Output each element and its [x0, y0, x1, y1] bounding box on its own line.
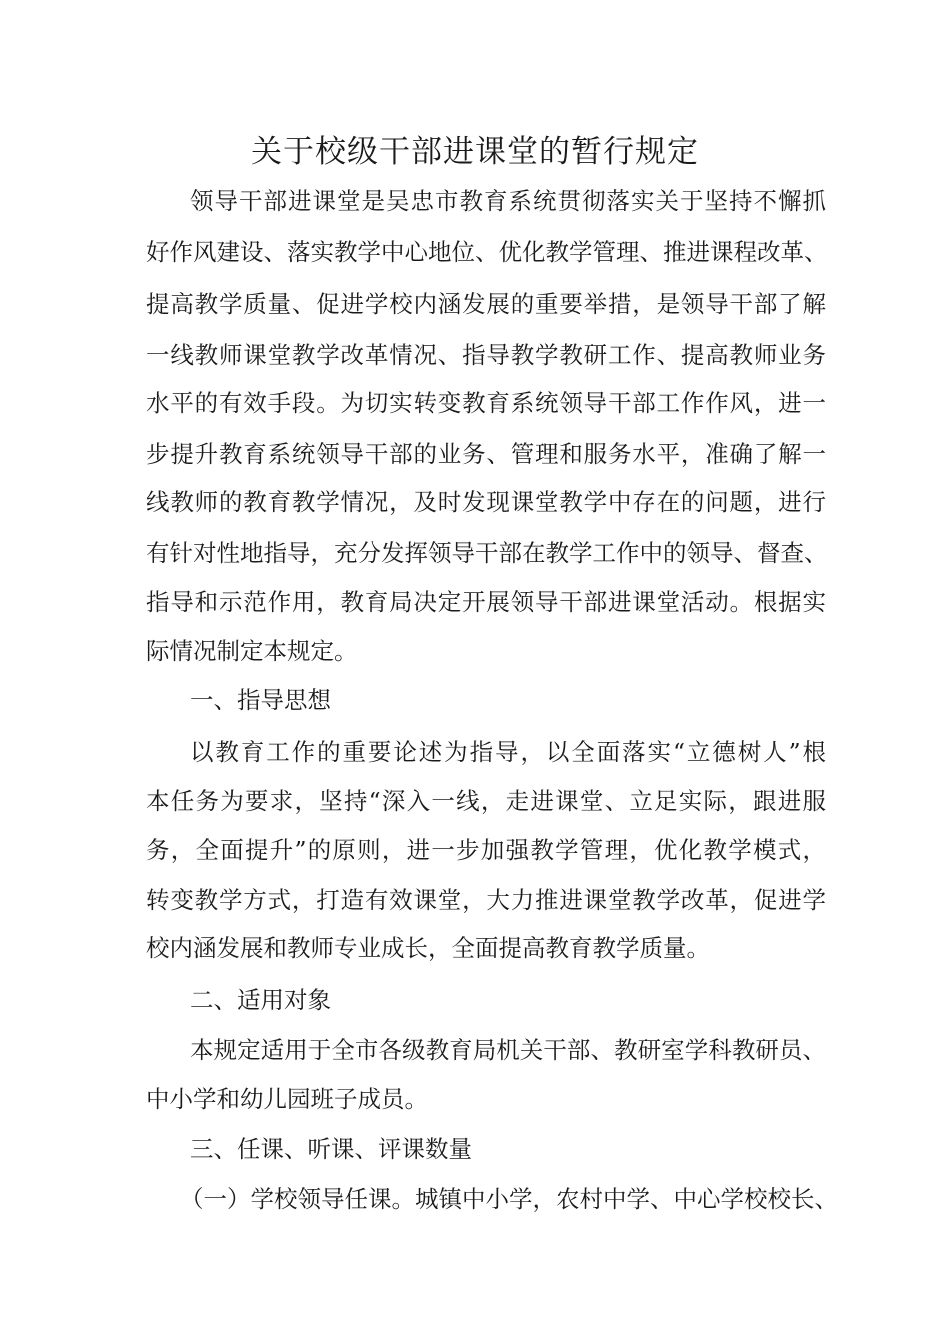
paragraph-line: 步提升教育系统领导干部的业务、管理和服务水平，准确了解一 [146, 440, 826, 468]
paragraph-line: 本任务为要求，坚持“深入一线，走进课堂、立足实际，跟进服 [146, 787, 826, 815]
section-heading: 一、指导思想 [190, 686, 331, 714]
paragraph-line: 一线教师课堂教学改革情况、指导教学教研工作、提高教师业务 [146, 341, 826, 369]
paragraph-line: 务，全面提升”的原则，进一步加强教学管理，优化教学模式， [146, 836, 826, 864]
paragraph-line: 水平的有效手段。为切实转变教育系统领导干部工作作风，进一 [146, 389, 826, 417]
paragraph-line: 转变教学方式，打造有效课堂，大力推进课堂教学改革，促进学 [146, 886, 826, 914]
paragraph-line: 本规定适用于全市各级教育局机关干部、教研室学科教研员、 [190, 1036, 826, 1064]
document-title: 关于校级干部进课堂的暂行规定 [251, 134, 699, 170]
paragraph-line: 提高教学质量、促进学校内涵发展的重要举措，是领导干部了解 [146, 290, 826, 318]
paragraph-line: 领导干部进课堂是吴忠市教育系统贯彻落实关于坚持不懈抓 [190, 187, 826, 215]
paragraph-line: 际情况制定本规定。 [146, 637, 358, 665]
paragraph-line: 指导和示范作用，教育局决定开展领导干部进课堂活动。根据实 [146, 588, 826, 616]
paragraph-line: 好作风建设、落实教学中心地位、优化教学管理、推进课程改革、 [146, 238, 828, 266]
section-heading: 二、适用对象 [190, 986, 331, 1014]
paragraph-line: 校内涵发展和教师专业成长，全面提高教育教学质量。 [146, 934, 710, 962]
paragraph-line: 有针对性地指导，充分发挥领导干部在教学工作中的领导、督查、 [146, 539, 828, 567]
paragraph-line: 中小学和幼儿园班子成员。 [146, 1085, 428, 1113]
paragraph-line: （一）学校领导任课。城镇中小学，农村中学、中心学校校长、 [180, 1185, 838, 1213]
paragraph-line: 以教育工作的重要论述为指导，以全面落实“立德树人”根 [190, 738, 826, 766]
section-heading: 三、任课、听课、评课数量 [190, 1135, 472, 1163]
paragraph-line: 线教师的教育教学情况，及时发现课堂教学中存在的问题，进行 [146, 488, 826, 516]
